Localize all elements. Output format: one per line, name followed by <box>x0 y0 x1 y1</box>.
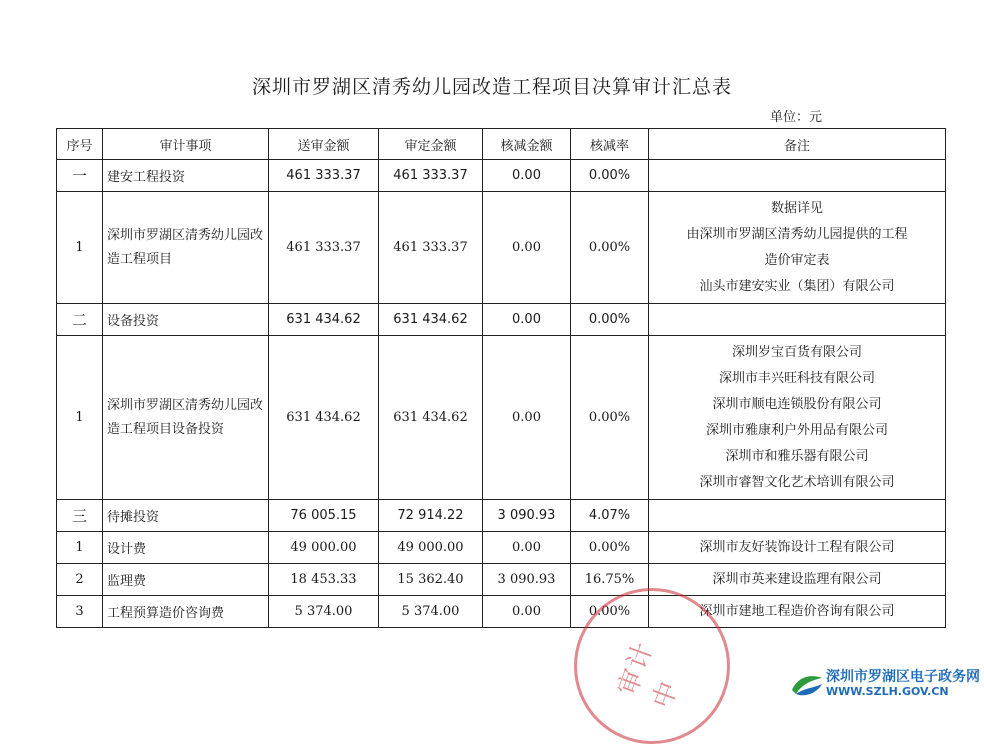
cell-submitted: 76 005.15 <box>269 500 379 532</box>
header-reduced: 核减金额 <box>483 129 571 160</box>
table-row <box>57 500 946 532</box>
cell-submitted: 631 434.62 <box>269 304 379 336</box>
unit-label: 单位：元 <box>770 110 823 125</box>
cell-reduced: 0.00 <box>483 192 571 304</box>
cell-seq: 2 <box>57 564 103 596</box>
cell-approved: 15 362.40 <box>379 564 483 596</box>
cell-notes <box>649 336 946 500</box>
header-rate: 核减率 <box>571 129 649 160</box>
cell-seq: 三 <box>57 500 103 532</box>
page-title: 深圳市罗湖区清秀幼儿园改造工程项目决算审计汇总表 <box>251 76 732 98</box>
cell-notes <box>649 596 946 628</box>
cell-submitted: 5 374.00 <box>269 596 379 628</box>
cell-rate: 0.00% <box>571 304 649 336</box>
cell-submitted: 49 000.00 <box>269 532 379 564</box>
brand-name: 深圳市罗湖区电子政务网 <box>826 669 980 685</box>
cell-notes <box>649 500 946 532</box>
cell-item: 工程预算造价咨询费 <box>103 596 269 628</box>
cell-item: 设计费 <box>103 532 269 564</box>
header-item: 审计事项 <box>103 129 269 160</box>
cell-reduced: 0.00 <box>483 596 571 628</box>
brand-url: WWW.SZLH.GOV.CN <box>826 685 949 698</box>
cell-reduced: 3 090.93 <box>483 564 571 596</box>
cell-rate: 0.00% <box>571 192 649 304</box>
note-line: 数据详见 <box>770 200 823 216</box>
cell-notes <box>649 304 946 336</box>
cell-item: 待摊投资 <box>103 500 269 532</box>
cell-notes <box>649 160 946 192</box>
cell-approved: 461 333.37 <box>379 160 483 192</box>
note-line: 深圳市建地工程造价咨询有限公司 <box>699 603 895 619</box>
cell-approved: 5 374.00 <box>379 596 483 628</box>
cell-approved: 461 333.37 <box>379 192 483 304</box>
cell-reduced: 0.00 <box>483 336 571 500</box>
table-row <box>57 192 946 304</box>
cell-seq: 1 <box>57 336 103 500</box>
table-row <box>57 596 946 628</box>
cell-seq: 二 <box>57 304 103 336</box>
szlh-logo-icon <box>790 670 824 698</box>
note-line: 深圳岁宝百货有限公司 <box>731 344 862 360</box>
cell-approved: 72 914.22 <box>379 500 483 532</box>
audit-summary-table <box>56 128 946 628</box>
cell-approved: 631 434.62 <box>379 304 483 336</box>
stamp-text: 审计中 <box>612 636 686 713</box>
note-line: 深圳市睿智文化艺术培训有限公司 <box>699 474 895 490</box>
header-seq: 序号 <box>57 129 103 160</box>
cell-item: 深圳市罗湖区清秀幼儿园改造工程项目设备投资 <box>103 336 269 500</box>
cell-seq: 3 <box>57 596 103 628</box>
cell-approved: 631 434.62 <box>379 336 483 500</box>
note-line: 深圳市雅康利户外用品有限公司 <box>705 422 888 438</box>
note-line: 汕头市建安实业（集团）有限公司 <box>699 278 895 294</box>
cell-item: 监理费 <box>103 564 269 596</box>
cell-item: 建安工程投资 <box>103 160 269 192</box>
cell-approved: 49 000.00 <box>379 532 483 564</box>
cell-submitted: 461 333.37 <box>269 192 379 304</box>
note-line: 深圳市友好装饰设计工程有限公司 <box>699 539 895 555</box>
cell-submitted: 461 333.37 <box>269 160 379 192</box>
cell-notes <box>649 192 946 304</box>
table-row <box>57 304 946 336</box>
table-header-row <box>57 129 946 160</box>
cell-submitted: 631 434.62 <box>269 336 379 500</box>
note-line: 深圳市顺电连锁股份有限公司 <box>712 396 882 412</box>
cell-reduced: 0.00 <box>483 532 571 564</box>
cell-seq: 1 <box>57 532 103 564</box>
cell-seq: 1 <box>57 192 103 304</box>
cell-item: 设备投资 <box>103 304 269 336</box>
table-row <box>57 564 946 596</box>
cell-rate: 0.00% <box>571 336 649 500</box>
header-notes: 备注 <box>649 129 946 160</box>
cell-rate: 0.00% <box>571 596 649 628</box>
note-line: 深圳市和雅乐器有限公司 <box>725 448 869 464</box>
table-row <box>57 532 946 564</box>
cell-rate: 4.07% <box>571 500 649 532</box>
cell-submitted: 18 453.33 <box>269 564 379 596</box>
cell-notes <box>649 532 946 564</box>
cell-item: 深圳市罗湖区清秀幼儿园改造工程项目 <box>103 192 269 304</box>
note-line: 造价审定表 <box>764 252 830 268</box>
note-line: 由深圳市罗湖区清秀幼儿园提供的工程 <box>686 226 908 242</box>
cell-rate: 0.00% <box>571 532 649 564</box>
table-row <box>57 336 946 500</box>
cell-reduced: 0.00 <box>483 160 571 192</box>
cell-rate: 0.00% <box>571 160 649 192</box>
cell-rate: 16.75% <box>571 564 649 596</box>
cell-notes <box>649 564 946 596</box>
note-line: 深圳市英来建设监理有限公司 <box>712 571 882 587</box>
header-approved: 审定金额 <box>379 129 483 160</box>
cell-reduced: 0.00 <box>483 304 571 336</box>
cell-seq: 一 <box>57 160 103 192</box>
header-submitted: 送审金额 <box>269 129 379 160</box>
note-line: 深圳市丰兴旺科技有限公司 <box>718 370 875 386</box>
cell-reduced: 3 090.93 <box>483 500 571 532</box>
table-row <box>57 160 946 192</box>
